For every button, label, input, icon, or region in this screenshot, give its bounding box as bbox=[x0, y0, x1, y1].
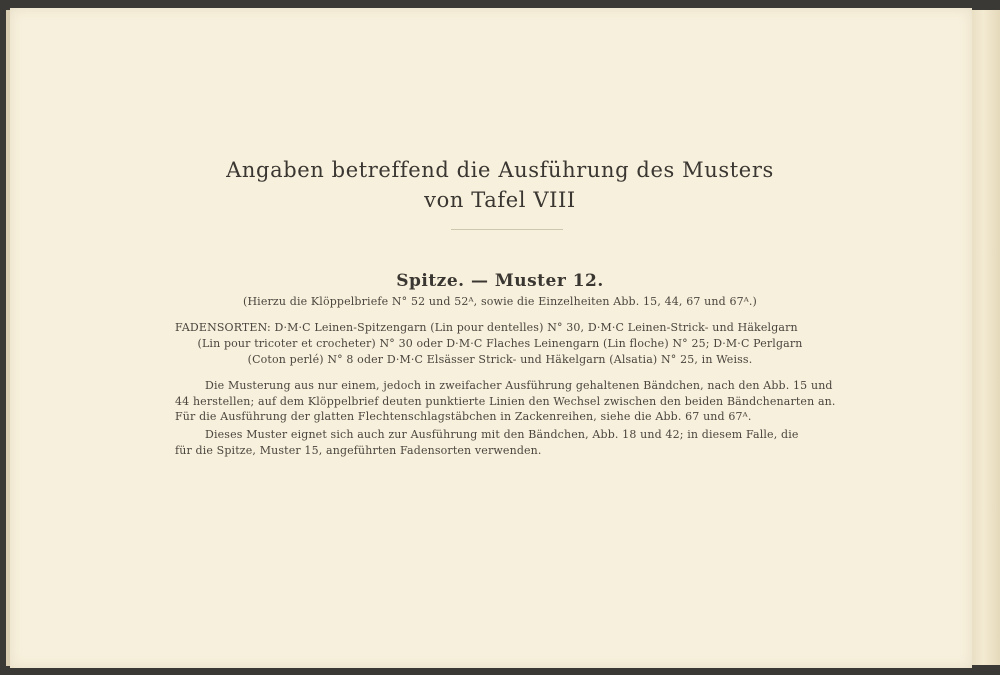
thread-types-line-2: (Lin pour tricoter et crocheter) N° 30 oder D·M·C Flaches Leinengarn (Lin floche) N° 25; D·M·C Perlgarn bbox=[197, 337, 803, 350]
heading-line-2: von Tafel VIII bbox=[424, 188, 576, 212]
paragraph-1-line-2: 44 herstellen; auf dem Klöppelbrief deuten punktierte Linien den Wechsel zwischen den beiden Bändchenarten an. bbox=[175, 395, 836, 408]
paragraph-1-line-3: Für die Ausführung der glatten Flechtenschlagstäbchen in Zackenreihen, siehe die Abb. 67 und 67ᴬ. bbox=[175, 410, 752, 423]
intro-note: (Hierzu die Klöppelbriefe N° 52 und 52ᴬ, sowie die Einzelheiten Abb. 15, 44, 67 und 67ᴬ.) bbox=[243, 295, 757, 308]
heading-line-1: Angaben betreffend die Ausführung des Musters bbox=[226, 158, 774, 182]
thread-types-line-3: (Coton perlé) N° 8 oder D·M·C Elsässer Strick- und Häkelgarn (Alsatia) N° 25, in Weiss. bbox=[247, 353, 753, 366]
thread-types-line-1: FADENSORTEN: D·M·C Leinen-Spitzengarn (Lin pour dentelles) N° 30, D·M·C Leinen-Strick- und Häkelgarn bbox=[175, 321, 798, 334]
section-title: Spitze. — Muster 12. bbox=[396, 271, 604, 292]
paragraph-2-line-2: für die Spitze, Muster 15, angeführten Fadensorten verwenden. bbox=[175, 444, 542, 457]
heading-divider bbox=[451, 229, 563, 230]
page-content bbox=[10, 8, 972, 668]
book-page bbox=[10, 8, 972, 668]
paragraph-2-line-1: Dieses Muster eignet sich auch zur Ausführung mit den Bändchen, Abb. 18 und 42; in diesem Falle, die bbox=[205, 428, 799, 441]
paragraph-1-line-1: Die Musterung aus nur einem, jedoch in zweifacher Ausführung gehaltenen Bändchen, nach den Abb. 15 und bbox=[205, 379, 833, 392]
